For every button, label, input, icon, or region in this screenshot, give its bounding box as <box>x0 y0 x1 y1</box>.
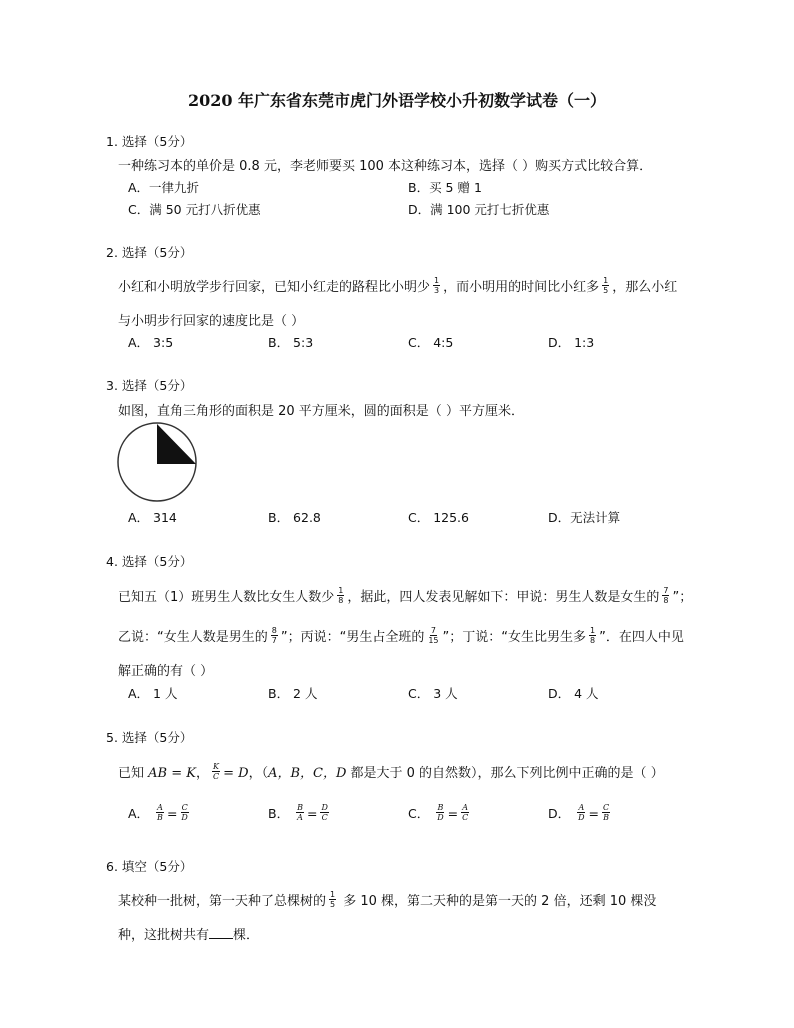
question-1-option-c: C．满 50 元打八折优惠 <box>128 202 261 217</box>
question-2-stem-line-2: 与小明步行回家的速度比是（ ） <box>118 314 305 329</box>
question-3-option-d: D．无法计算 <box>548 510 621 525</box>
numerator: B <box>297 803 303 812</box>
question-1-option-b: B．买 5 赠 1 <box>408 180 482 195</box>
question-1-header: 1. 选择（5分） <box>106 134 193 149</box>
fraction <box>337 586 344 605</box>
fraction <box>589 626 596 645</box>
equals-sign: = <box>447 806 459 821</box>
question-1-stem: 一种练习本的单价是 0.8 元，李老师要买 100 本这种练习本，选择（ ）购买方式比较合算． <box>118 159 653 174</box>
denominator: 3 <box>434 286 440 295</box>
question-5-stem-part: ，（ <box>248 766 269 781</box>
fraction <box>602 276 609 295</box>
equals-sign: = <box>306 806 318 821</box>
question-5-stem-part: 已知 <box>118 766 145 781</box>
numerator: 7 <box>663 586 669 595</box>
question-5-option-d <box>548 804 613 824</box>
question-2-stem-part: ，那么小红 <box>612 280 678 295</box>
question-2-option-b: B． 5:3 <box>268 335 314 350</box>
denominator: C <box>321 813 328 822</box>
denominator: 5 <box>603 286 609 295</box>
question-4-stem-part: ”．在四人中见 <box>599 630 684 645</box>
question-5-option-b <box>268 804 332 824</box>
page-title: 2020 年广东省东莞市虎门外语学校小升初数学试卷（一） <box>187 91 607 110</box>
numerator: D <box>321 803 328 812</box>
question-4-stem-line-2 <box>118 626 684 647</box>
option-label: B． <box>268 806 290 821</box>
question-3-option-c: C． 125.6 <box>408 510 469 525</box>
fraction <box>433 276 440 295</box>
fraction <box>577 803 585 822</box>
question-2-header: 2. 选择（5分） <box>106 245 193 260</box>
answer-blank[interactable] <box>209 926 233 939</box>
question-2-option-a: A． 3:5 <box>128 335 174 350</box>
fraction <box>461 803 469 822</box>
question-3-header: 3. 选择（5分） <box>106 378 193 393</box>
option-label: C． <box>408 806 430 821</box>
fraction <box>296 803 304 822</box>
denominator: C <box>462 813 469 822</box>
right-triangle <box>157 424 196 464</box>
denominator: 8 <box>338 596 344 605</box>
equals-sign: = <box>588 806 600 821</box>
question-4-stem-line-3: 解正确的有（ ） <box>118 664 214 679</box>
denominator: B <box>603 813 610 822</box>
numerator: C <box>181 803 188 812</box>
question-6-stem-line-1 <box>118 890 656 911</box>
question-3-stem: 如图，直角三角形的面积是 20 平方厘米，圆的面积是（ ）平方厘米． <box>118 404 524 419</box>
equation: AB = K <box>148 766 196 781</box>
numerator: 8 <box>271 626 277 635</box>
question-2-stem-part: 小红和小明放学步行回家，已知小红走的路程比小明少 <box>118 280 431 295</box>
question-4-stem-part: ”；丙说：“男生占全班的 <box>280 630 425 645</box>
fraction <box>329 890 336 909</box>
fraction <box>602 803 610 822</box>
question-6-stem-part: 种，这批树共有 <box>118 928 210 943</box>
numerator: A <box>462 803 469 812</box>
fraction <box>436 803 444 822</box>
numerator: A <box>157 803 163 812</box>
question-5-option-c <box>408 804 472 824</box>
variables: A，B，C，D <box>268 766 347 781</box>
numerator: 1 <box>434 276 440 285</box>
denominator: 5 <box>330 900 336 909</box>
question-4-stem-part: ”； <box>672 590 693 605</box>
numerator: 1 <box>338 586 344 595</box>
numerator: 1 <box>603 276 609 285</box>
numerator: 7 <box>430 626 436 635</box>
denominator: C <box>212 772 220 781</box>
question-5-stem <box>118 762 664 783</box>
denominator: D <box>437 813 444 822</box>
numerator: A <box>578 803 585 812</box>
question-4-option-a: A． 1 人 <box>128 686 178 701</box>
denominator: 15 <box>428 636 439 645</box>
denominator: B <box>157 813 163 822</box>
question-5-header: 5. 选择（5分） <box>106 730 193 745</box>
question-5-option-a <box>128 804 192 824</box>
question-6-header: 6. 填空（5分） <box>106 859 193 874</box>
question-2-option-c: C． 4:5 <box>408 335 454 350</box>
question-4-option-d: D． 4 人 <box>548 686 599 701</box>
numerator: C <box>603 803 610 812</box>
numerator: 1 <box>330 890 336 899</box>
question-4-stem-part: ，据此，四人发表见解如下：甲说：男生人数是女生的 <box>347 590 660 605</box>
numerator: 1 <box>590 626 596 635</box>
question-1-option-d: D．满 100 元打七折优惠 <box>408 202 550 217</box>
question-4-header: 4. 选择（5分） <box>106 554 193 569</box>
numerator: B <box>437 803 444 812</box>
question-2-option-d: D． 1:3 <box>548 335 595 350</box>
question-4-option-c: C． 3 人 <box>408 686 458 701</box>
denominator: 8 <box>663 596 669 605</box>
question-4-stem-part: ”；丁说：“女生比男生多 <box>442 630 586 645</box>
question-5-stem-part: 都是大于 0 的自然数），那么下列比例中正确的是（ ） <box>346 766 664 781</box>
question-1-option-a: A．一律九折 <box>128 180 200 195</box>
question-4-stem-part: 已知五（1）班男生人数比女生人数少 <box>118 590 335 605</box>
fraction <box>180 803 188 822</box>
question-4-stem-line-1 <box>118 586 692 607</box>
question-6-stem-part: 多 10 棵，第二天种的是第一天的 2 倍，还剩 10 棵没 <box>339 894 657 909</box>
fraction <box>271 626 278 645</box>
question-6-stem-line-2 <box>118 924 259 943</box>
equals-sign: = <box>166 806 178 821</box>
question-4-option-b: B． 2 人 <box>268 686 318 701</box>
fraction <box>662 586 669 605</box>
denominator: D <box>578 813 585 822</box>
numerator: K <box>213 762 220 771</box>
question-2-stem-part: ，而小明用的时间比小红多 <box>443 280 600 295</box>
fraction <box>212 762 220 781</box>
question-3-option-b: B． 62.8 <box>268 510 321 525</box>
question-2-stem-line-1 <box>118 276 677 297</box>
fraction <box>427 626 439 645</box>
equation: = D <box>223 766 249 781</box>
denominator: A <box>297 813 303 822</box>
fraction <box>156 803 164 822</box>
denominator: D <box>181 813 188 822</box>
option-label: D． <box>548 806 571 821</box>
denominator: 8 <box>590 636 596 645</box>
question-4-stem-part: 乙说：“女生人数是男生的 <box>118 630 268 645</box>
question-6-stem-part: 棵． <box>233 928 260 943</box>
denominator: 7 <box>271 636 277 645</box>
circle-triangle-figure <box>116 420 198 504</box>
question-6-stem-part: 某校种一批树，第一天种了总棵树的 <box>118 894 327 909</box>
fraction <box>320 803 328 822</box>
comma: ， <box>195 766 209 781</box>
option-label: A． <box>128 806 150 821</box>
question-3-option-a: A． 314 <box>128 510 177 525</box>
